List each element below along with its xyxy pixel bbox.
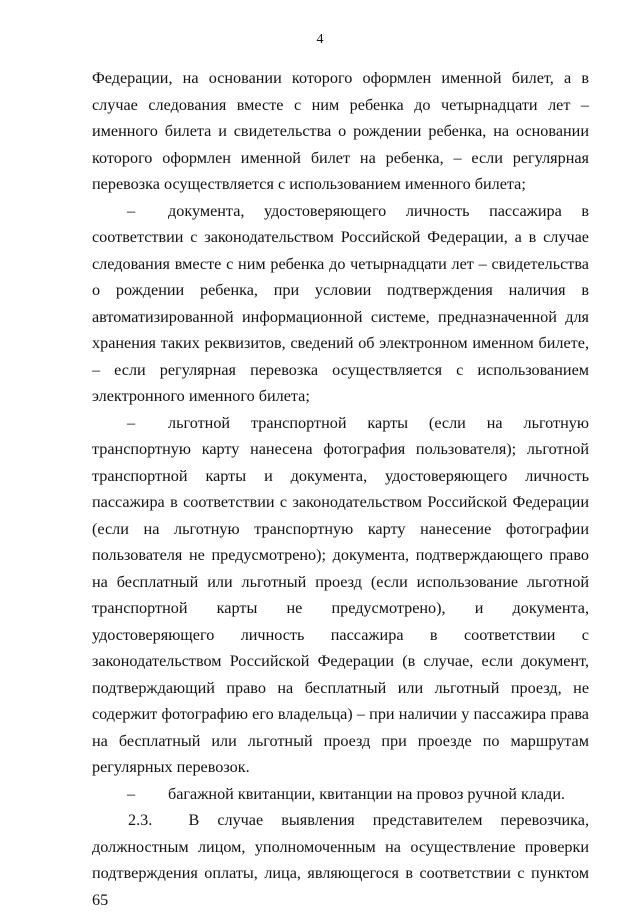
list-item bbox=[92, 781, 589, 808]
paragraph-text: льготной транспортной карты (если на льготную транспортную карту нанесена фотография пользователя); льготной транспортной карты и документа, удостоверяющего личность пассажира в соответствии с законодательством Российской Федерации (если на льготную транспортную карту нанесение фотографии пользователя не предусмотрено); документа, подтверждающего право на бесплатный или льготный проезд (если использование льготной транспортной карты не предусмотрено), и документа, удостоверяющего личность пассажира в соответствии с законодательством Российской Федерации (в случае, если документ, подтверждающий право на бесплатный или льготный проезд, не содержит фотографию его владельца) – при наличии у пассажира права на бесплатный или льготный проезд при проезде по маршрутам регулярных перевозок. bbox=[92, 413, 589, 776]
document-body bbox=[92, 65, 589, 913]
list-item bbox=[92, 410, 589, 781]
numbered-paragraph bbox=[92, 807, 589, 913]
page-number: 4 bbox=[316, 32, 324, 47]
list-marker: – bbox=[127, 201, 136, 220]
paragraph-continuation bbox=[92, 65, 589, 198]
paragraph-number: 2.3. bbox=[128, 811, 153, 829]
list-marker: – bbox=[127, 413, 136, 432]
paragraph-text: Федерации, на основании которого оформлен именной билет, а в случае следования вместе с ним ребенка до четырнадцати лет – именного билета и свидетельства о рождении ребенка, на основании которого оформлен именной билет на ребенка, – если регулярная перевозка осуществляется с использованием именного билета; bbox=[92, 69, 589, 193]
paragraph-text: В случае выявления представителем перевозчика, должностным лицом, уполномоченным на осуществление проверки подтверждения оплаты, лица, являющегося в соответствии с пунктом 65 bbox=[92, 811, 589, 909]
paragraph-text: багажной квитанции, квитанции на провоз ручной клади. bbox=[168, 784, 566, 803]
list-marker: – bbox=[127, 784, 136, 803]
paragraph-text: документа, удостоверяющего личность пассажира в соответствии с законодательством Российской Федерации, а в случае следования вместе с ним ребенка до четырнадцати лет – свидетельства о рождении ребенка, при условии подтверждения наличия в автоматизированной информационной системе, предназначенной для хранения таких реквизитов, сведений об электронном именном билете, – если регулярная перевозка осуществляется с использованием электронного именного билета; bbox=[92, 201, 589, 405]
list-item bbox=[92, 198, 589, 410]
